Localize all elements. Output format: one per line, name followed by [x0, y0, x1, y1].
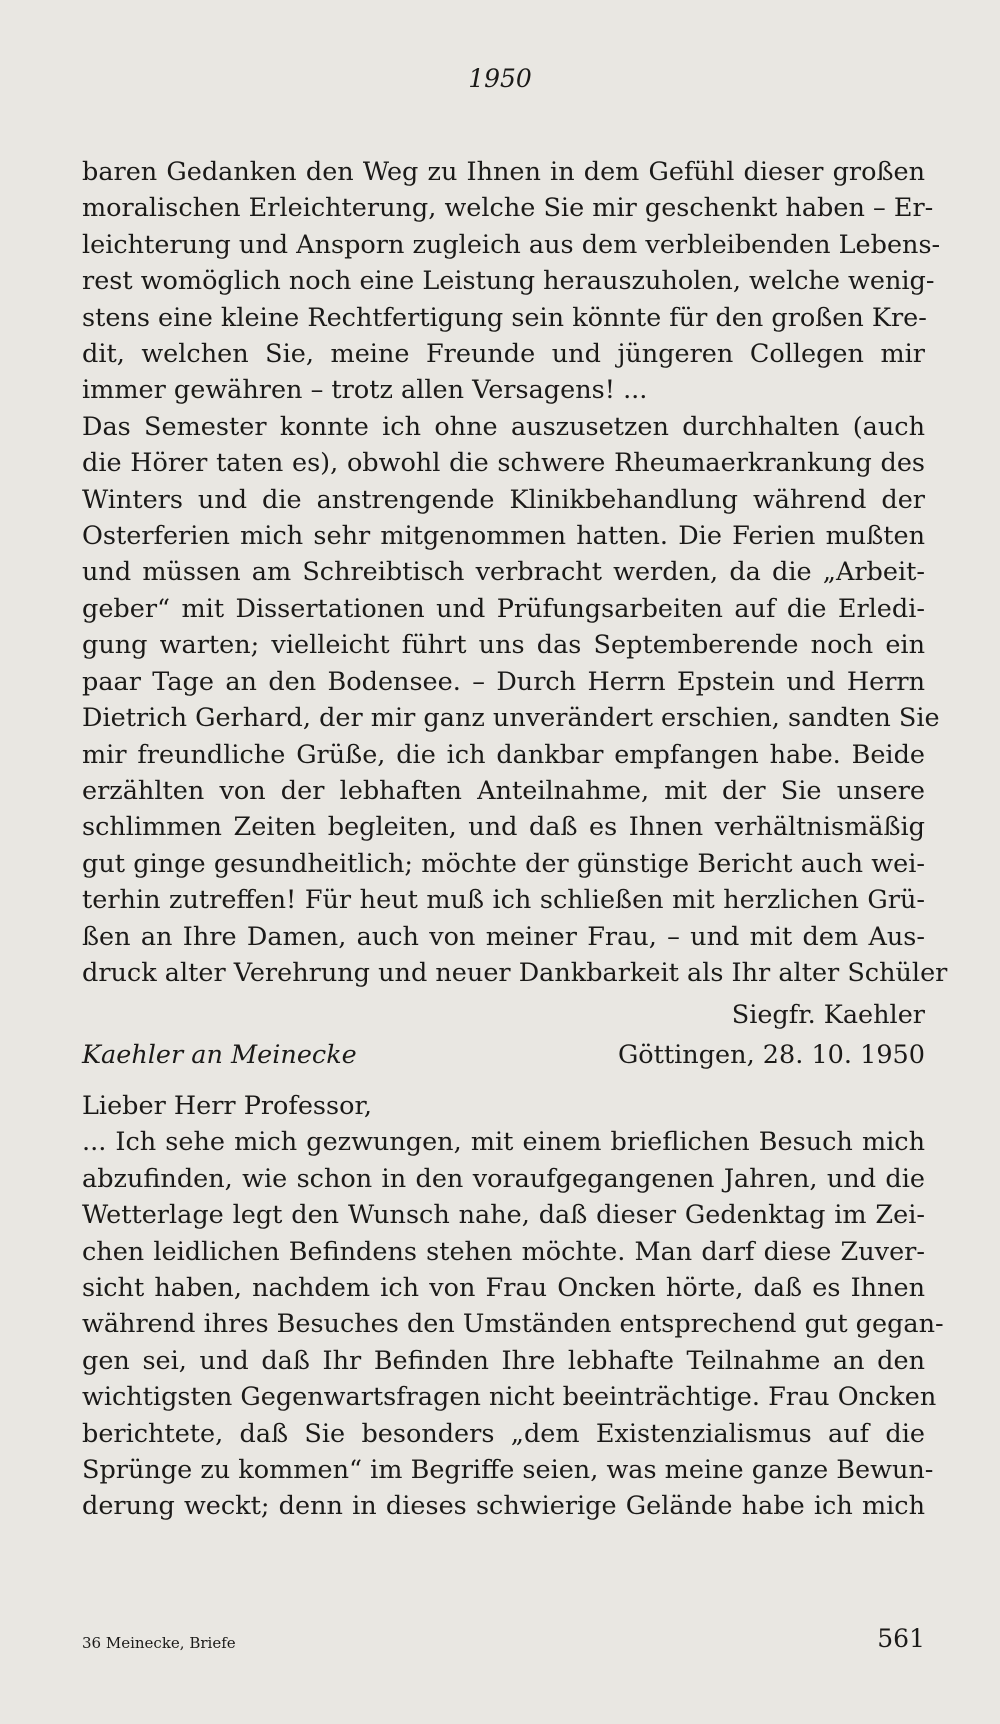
letter-1-signature: Siegfr. Kaehler — [731, 1000, 925, 1030]
text-line: paar Tage an den Bodensee. – Durch Herrn Epstein und Herrn — [82, 666, 925, 697]
text-line: ßen an Ihre Damen, auch von meiner Frau, – und mit dem Aus- — [82, 921, 925, 952]
text-line: dit, welchen Sie, meine Freunde und jüngeren Collegen mir — [82, 339, 925, 370]
text-line: stens eine kleine Rechtfertigung sein könnte für den großen Kre- — [82, 302, 927, 333]
text-line: rest womöglich noch eine Leistung herauszuholen, welche wenig- — [82, 266, 935, 297]
text-line: ... Ich sehe mich gezwungen, mit einem brieflichen Besuch mich — [82, 1127, 925, 1158]
letter-2-body — [82, 1088, 944, 1525]
signature-mark: 36 Meinecke, Briefe — [82, 1634, 236, 1652]
text-line: schlimmen Zeiten begleiten, und daß es Ihnen verhältnismäßig — [82, 812, 925, 843]
text-line: wichtigsten Gegenwartsfragen nicht beeinträchtige. Frau Oncken — [82, 1382, 937, 1413]
page-number: 561 — [877, 1624, 925, 1653]
text-line: gung warten; vielleicht führt uns das Septemberende noch ein — [82, 630, 925, 661]
text-line: immer gewähren – trotz allen Versagens! ... — [82, 375, 648, 406]
letter-2-heading — [82, 1040, 925, 1070]
text-line: abzufinden, wie schon in den voraufgegangenen Jahren, und die — [82, 1163, 925, 1194]
letter-2-place-date: Göttingen, 28. 10. 1950 — [617, 1040, 925, 1070]
text-line: erzählten von der lebhaften Anteilnahme, mit der Sie unsere — [82, 775, 925, 806]
text-line: chen leidlichen Befindens stehen möchte. Man darf diese Zuver- — [82, 1236, 925, 1267]
text-line: die Hörer taten es), obwohl die schwere Rheumaerkrankung des — [82, 448, 925, 479]
text-line: Osterferien mich sehr mitgenommen hatten. Die Ferien mußten — [82, 521, 925, 552]
text-line: und müssen am Schreibtisch verbracht werden, da die „Arbeit- — [82, 557, 925, 588]
letter-2-correspondents: Kaehler an Meinecke — [82, 1040, 357, 1070]
running-head-year: 1950 — [468, 64, 532, 93]
text-line: druck alter Verehrung und neuer Dankbarkeit als Ihr alter Schüler — [82, 957, 948, 988]
text-line: Dietrich Gerhard, der mir ganz unverändert erschien, sandten Sie — [82, 703, 940, 734]
text-line: baren Gedanken den Weg zu Ihnen in dem Gefühl dieser großen — [82, 157, 925, 187]
text-line: geber“ mit Dissertationen und Prüfungsarbeiten auf die Erledi- — [82, 593, 925, 624]
text-line: terhin zutreffen! Für heut muß ich schließen mit herzlichen Grü- — [82, 885, 925, 916]
text-line: Winters und die anstrengende Klinikbehandlung während der — [82, 484, 925, 515]
text-line: moralischen Erleichterung, welche Sie mir geschenkt haben – Er- — [82, 193, 934, 224]
text-line: sicht haben, nachdem ich von Frau Oncken hörte, daß es Ihnen — [82, 1273, 925, 1304]
text-line: derung weckt; denn in dieses schwierige Gelände habe ich mich — [82, 1491, 925, 1522]
letter-2-salutation: Lieber Herr Professor, — [82, 1091, 372, 1121]
text-line: gut ginge gesundheitlich; möchte der günstige Bericht auch wei- — [82, 848, 925, 879]
text-line: gen sei, und daß Ihr Befinden Ihre lebhafte Teilnahme an den — [82, 1345, 925, 1376]
text-line: Das Semester konnte ich ohne auszusetzen durchhalten (auch — [82, 411, 925, 442]
text-line: Sprünge zu kommen“ im Begriffe seien, was meine ganze Bewun- — [82, 1455, 934, 1486]
text-line: während ihres Besuches den Umständen entsprechend gut gegan- — [82, 1309, 944, 1340]
letter-1-body — [82, 154, 948, 991]
text-line: leichterung und Ansporn zugleich aus dem verbleibenden Lebens- — [82, 229, 941, 260]
text-line: berichtete, daß Sie besonders „dem Existenzialismus auf die — [82, 1418, 925, 1449]
text-line: mir freundliche Grüße, die ich dankbar empfangen habe. Beide — [82, 739, 925, 770]
text-line: Wetterlage legt den Wunsch nahe, daß dieser Gedenktag im Zei- — [82, 1200, 925, 1231]
